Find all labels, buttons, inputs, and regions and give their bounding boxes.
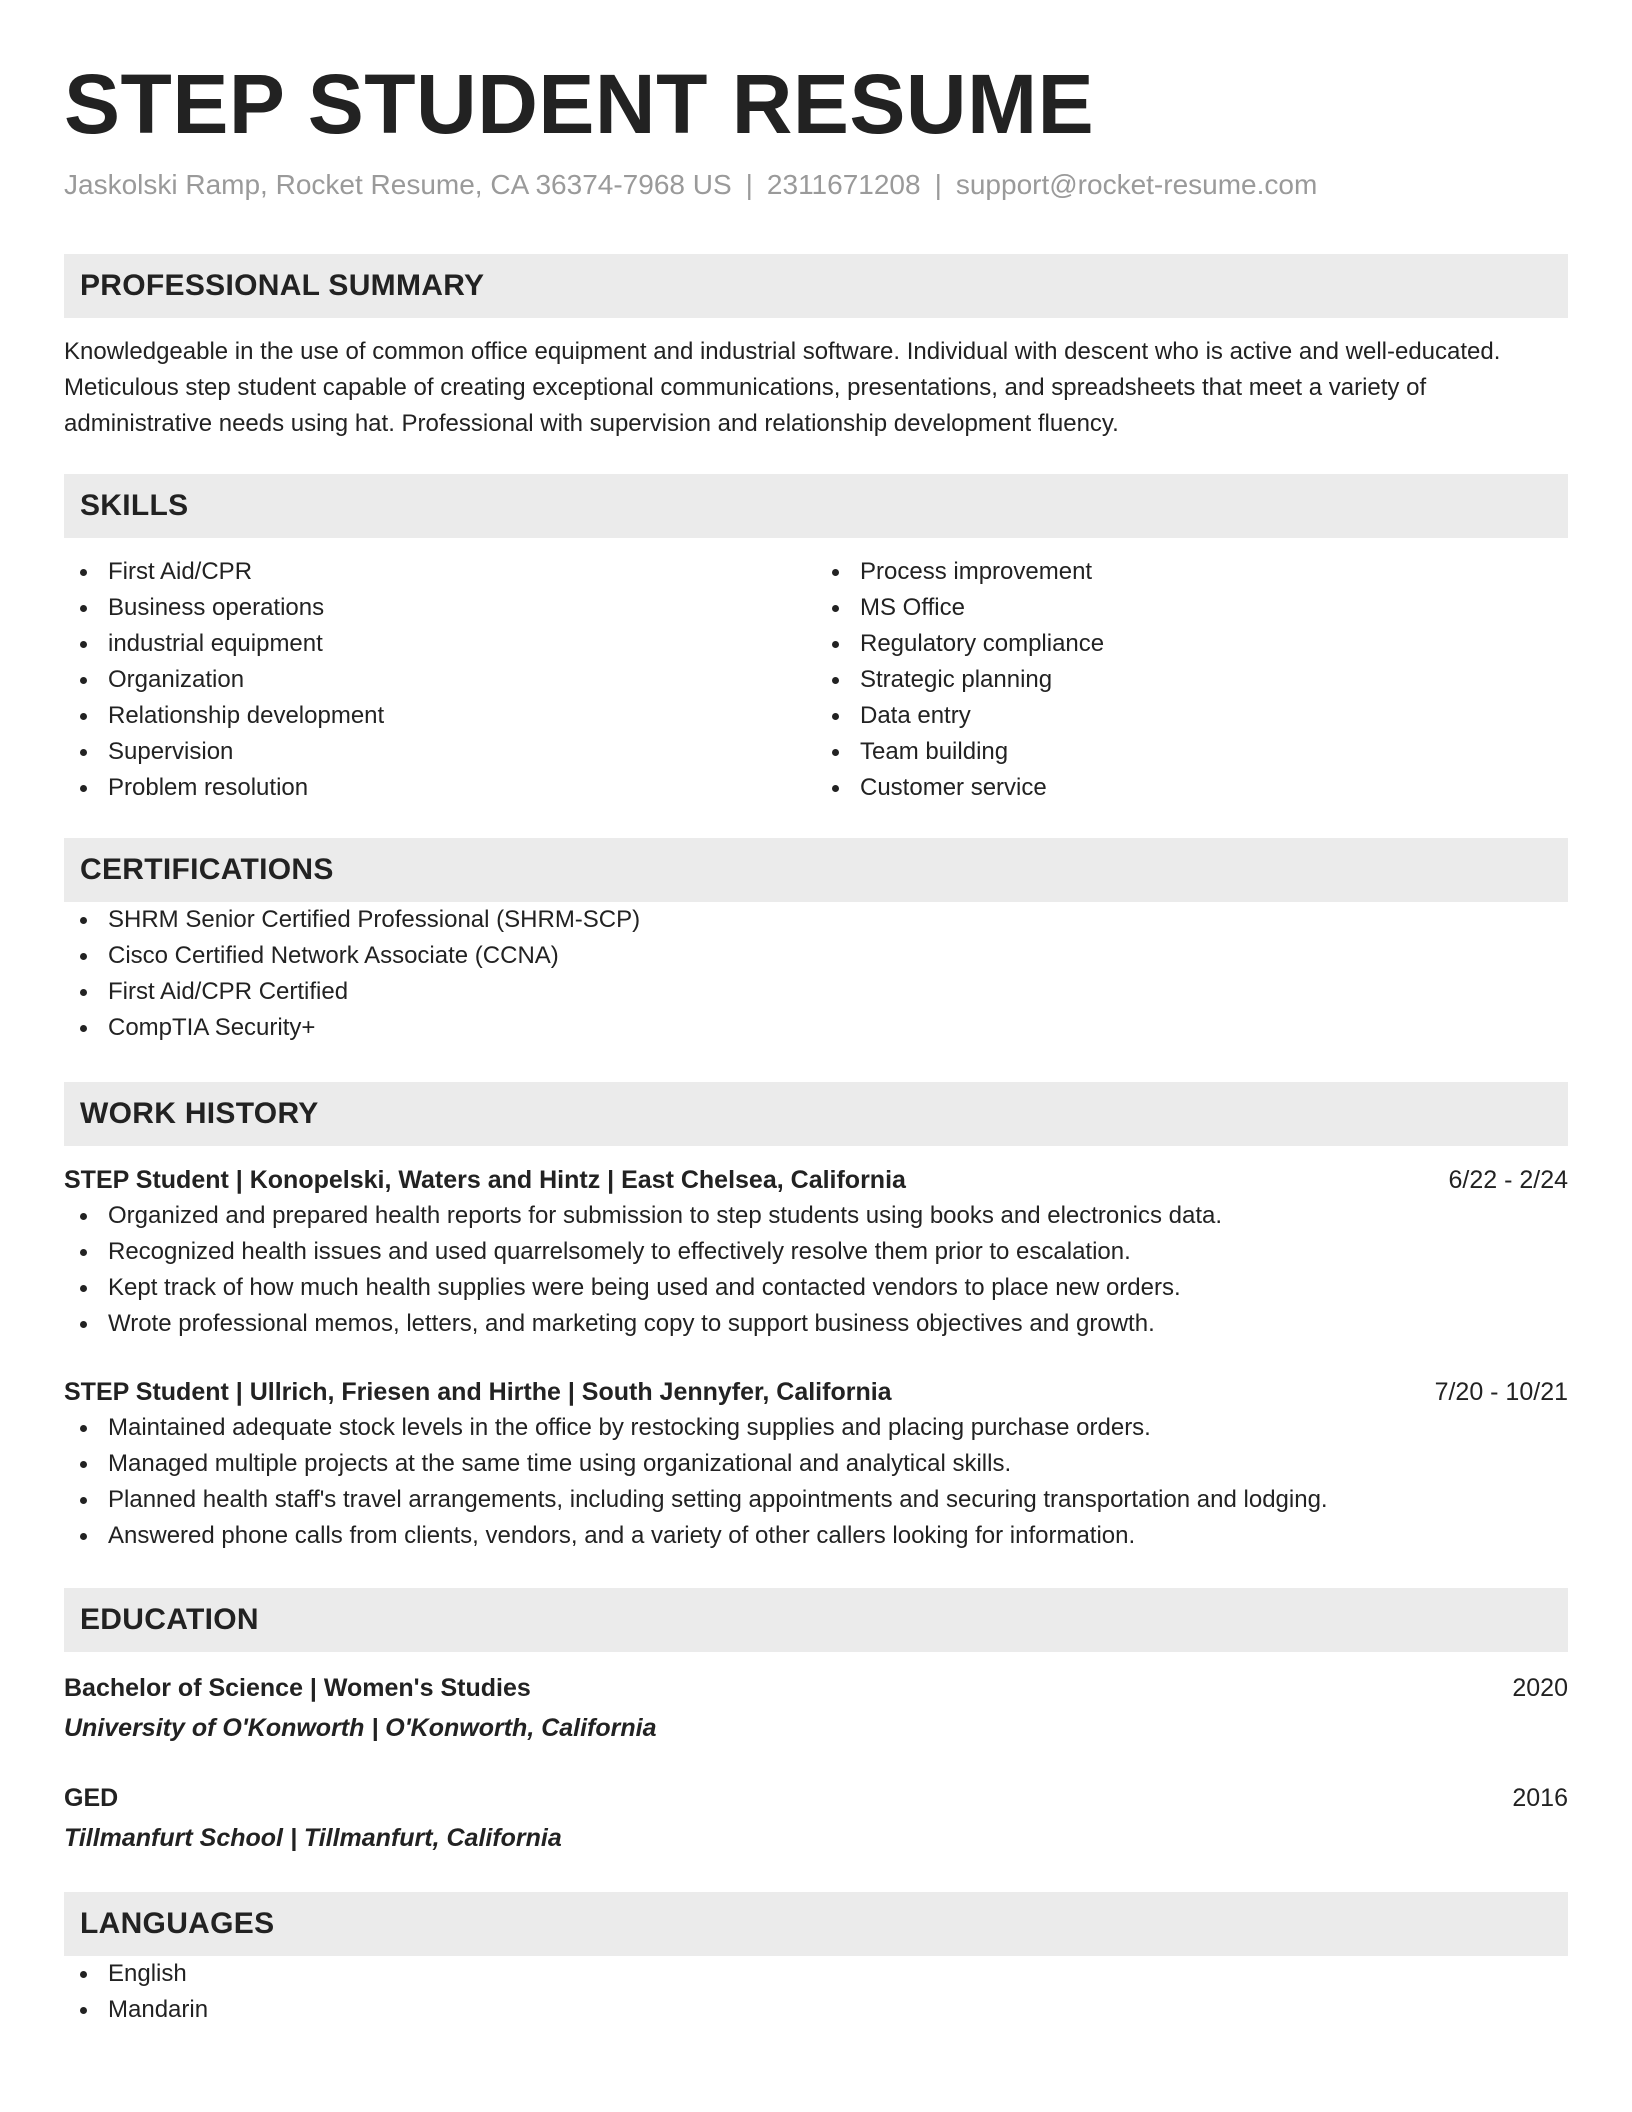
education-degree: Bachelor of Science | Women's Studies <box>64 1674 531 1702</box>
skill-item: Regulatory compliance <box>816 626 1568 662</box>
certification-item: First Aid/CPR Certified <box>64 974 1568 1010</box>
job-duty-item: Kept track of how much health supplies were being used and contacted vendors to place new orders. <box>64 1270 1568 1306</box>
section-header-education: EDUCATION <box>64 1588 1568 1652</box>
education-degree: GED <box>64 1784 119 1812</box>
education-school: Tillmanfurt School | Tillmanfurt, California <box>64 1824 562 1852</box>
job-duty-item: Wrote professional memos, letters, and marketing copy to support business objectives and growth. <box>64 1306 1568 1342</box>
skills-list <box>64 554 1568 806</box>
language-item: English <box>64 1956 1568 1992</box>
job-duties-list <box>64 1410 1568 1554</box>
job-title: STEP Student | Konopelski, Waters and Hintz | East Chelsea, California <box>64 1166 906 1194</box>
job-duty-item: Managed multiple projects at the same time using organizational and analytical skills. <box>64 1446 1568 1482</box>
certification-item: SHRM Senior Certified Professional (SHRM-SCP) <box>64 902 1568 938</box>
job-duties-list <box>64 1198 1568 1342</box>
languages-list <box>64 1956 1568 2028</box>
education-entry-header <box>64 1780 1568 1816</box>
section-header-summary: PROFESSIONAL SUMMARY <box>64 254 1568 318</box>
education-year: 2020 <box>1512 1674 1568 1702</box>
job-duty-item: Answered phone calls from clients, vendors, and a variety of other callers looking for information. <box>64 1518 1568 1554</box>
skill-item: Customer service <box>816 770 1568 806</box>
skill-item: industrial equipment <box>64 626 816 662</box>
job-entry-header <box>64 1162 1568 1198</box>
skill-item: Organization <box>64 662 816 698</box>
education-year: 2016 <box>1512 1784 1568 1812</box>
skill-item: Business operations <box>64 590 816 626</box>
contact-address: Jaskolski Ramp, Rocket Resume, CA 36374-7968 US <box>64 169 732 200</box>
job-dates: 7/20 - 10/21 <box>1434 1378 1568 1406</box>
section-header-certifications: CERTIFICATIONS <box>64 838 1568 902</box>
contact-phone: 2311671208 <box>766 169 921 200</box>
skill-item: Problem resolution <box>64 770 816 806</box>
certifications-list <box>64 902 1568 1046</box>
education-entry-header <box>64 1670 1568 1706</box>
contact-email: support@rocket-resume.com <box>955 169 1318 200</box>
certification-item: CompTIA Security+ <box>64 1010 1568 1046</box>
job-duty-item: Maintained adequate stock levels in the office by restocking supplies and placing purchase orders. <box>64 1410 1568 1446</box>
job-dates: 6/22 - 2/24 <box>1448 1166 1568 1194</box>
skill-item: Data entry <box>816 698 1568 734</box>
resume-title: STEP STUDENT RESUME <box>64 57 1095 151</box>
contact-line <box>64 168 1568 202</box>
job-duty-item: Organized and prepared health reports for submission to step students using books and electronics data. <box>64 1198 1568 1234</box>
certification-item: Cisco Certified Network Associate (CCNA) <box>64 938 1568 974</box>
skill-item: Team building <box>816 734 1568 770</box>
skill-item: Process improvement <box>816 554 1568 590</box>
education-school: University of O'Konworth | O'Konworth, California <box>64 1714 657 1742</box>
contact-separator: | <box>745 169 753 200</box>
job-entry-header <box>64 1374 1568 1410</box>
skill-item: Strategic planning <box>816 662 1568 698</box>
skills-column-left <box>64 554 816 806</box>
skill-item: Supervision <box>64 734 816 770</box>
skills-column-right <box>816 554 1568 806</box>
skill-item: Relationship development <box>64 698 816 734</box>
skill-item: First Aid/CPR <box>64 554 816 590</box>
section-header-skills: SKILLS <box>64 474 1568 538</box>
language-item: Mandarin <box>64 1992 1568 2028</box>
job-duty-item: Recognized health issues and used quarrelsomely to effectively resolve them prior to escalation. <box>64 1234 1568 1270</box>
job-title: STEP Student | Ullrich, Friesen and Hirthe | South Jennyfer, California <box>64 1378 892 1406</box>
job-duty-item: Planned health staff's travel arrangements, including setting appointments and securing transportation and lodging. <box>64 1482 1568 1518</box>
section-header-work-history: WORK HISTORY <box>64 1082 1568 1146</box>
skill-item: MS Office <box>816 590 1568 626</box>
section-header-languages: LANGUAGES <box>64 1892 1568 1956</box>
summary-text: Knowledgeable in the use of common office equipment and industrial software. Individual with descent who is active and well-educated. Meticulous step student capable of creating exceptional communications, presentations, and spreadsheets that meet a variety of administrative needs using hat. Professional with supervision and relationship development fluency. <box>64 338 1501 437</box>
contact-separator: | <box>934 169 942 200</box>
